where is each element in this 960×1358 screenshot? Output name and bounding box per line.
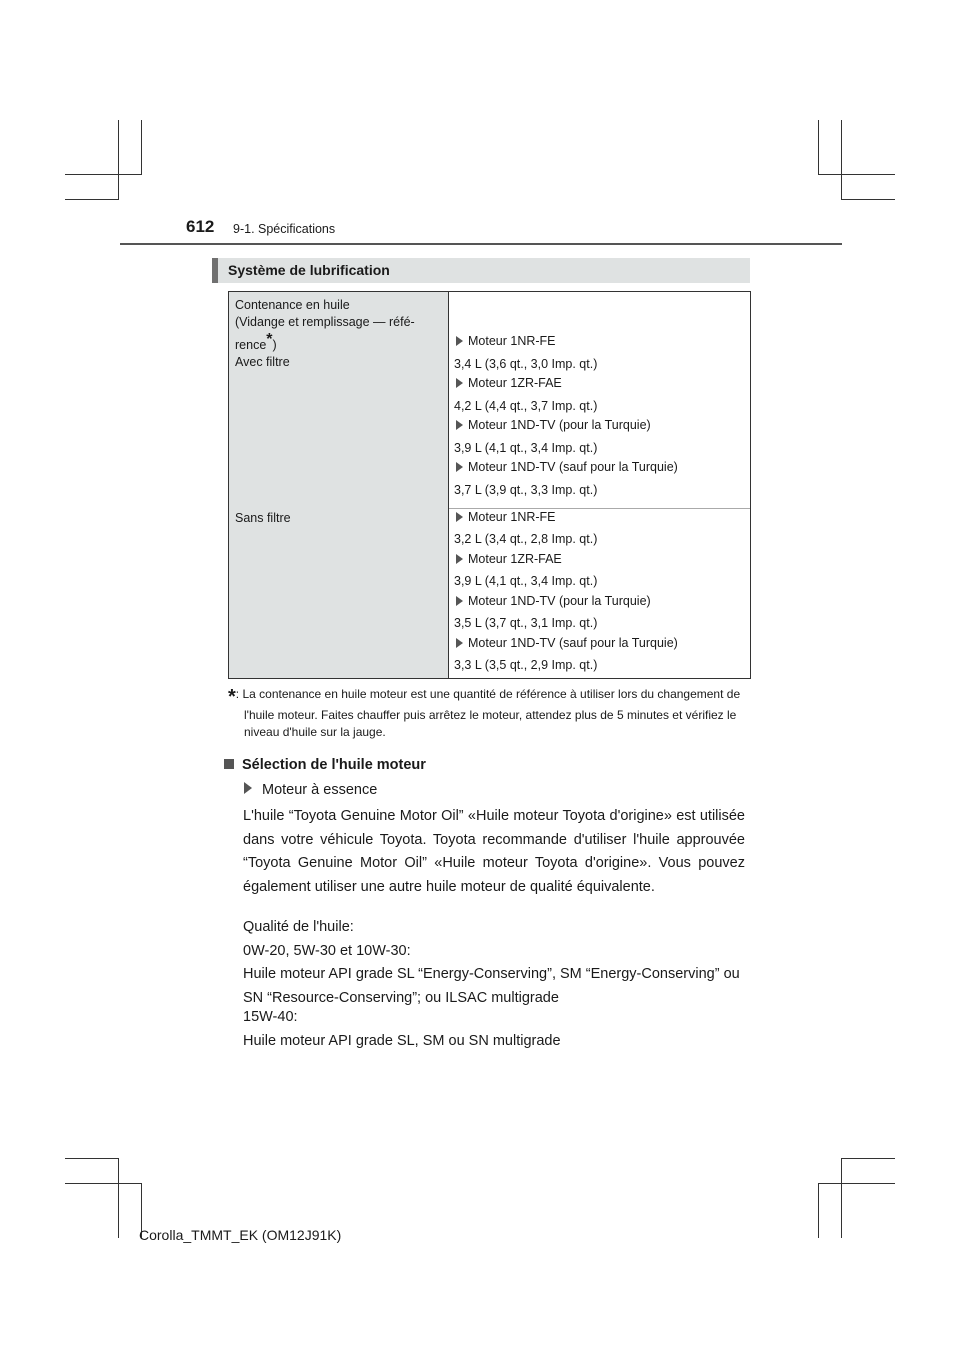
oil-selection-heading: Sélection de l'huile moteur	[224, 757, 426, 773]
crop-mark	[818, 1183, 819, 1238]
oil-quality-block: Qualité de l'huile: 0W-20, 5W-30 et 10W-30: Huile moteur API grade SL “Energy-Conserving”, SM “Energy-Conserving” ou SN “Resource-Conserving”; ou ILSAC multigrade	[243, 919, 740, 1006]
oil-grade-15w40: 15W-40: Huile moteur API grade SL, SM ou SN multigrade	[243, 1009, 561, 1049]
triangle-bullet-icon	[456, 378, 463, 388]
triangle-bullet-icon	[456, 554, 463, 564]
engine-row: Moteur 1NR-FE	[454, 510, 556, 524]
capacity-value: 3,5 L (3,7 qt., 3,1 Imp. qt.)	[454, 616, 598, 630]
capacity-value: 3,4 L (3,6 qt., 3,0 Imp. qt.)	[454, 357, 598, 371]
row-divider	[449, 508, 750, 509]
capacity-value: 3,7 L (3,9 qt., 3,3 Imp. qt.)	[454, 483, 598, 497]
crop-mark	[65, 1183, 142, 1184]
engine-row: Moteur 1ND-TV (sauf pour la Turquie)	[454, 636, 678, 650]
header-rule	[120, 243, 842, 245]
crop-mark	[141, 120, 142, 175]
footnote: *: La contenance en huile moteur est une quantité de référence à utiliser lors du changement de l'huile moteur. Faites chauffer puis arrêtez le moteur, attendez plus de 5 minutes et vérifiez le niveau d'huile sur la jauge.	[228, 686, 741, 739]
crop-mark	[818, 174, 895, 175]
crop-mark	[841, 1158, 895, 1159]
capacity-value: 3,9 L (4,1 qt., 3,4 Imp. qt.)	[454, 441, 598, 455]
crop-mark	[118, 1158, 119, 1238]
page-number: 612	[186, 217, 215, 236]
capacity-value: 3,3 L (3,5 qt., 2,9 Imp. qt.)	[454, 658, 598, 672]
capacity-value: 3,9 L (4,1 qt., 3,4 Imp. qt.)	[454, 574, 598, 588]
table-value-column	[449, 292, 749, 678]
section-heading: Système de lubrification	[212, 258, 750, 283]
footnote-marker: *	[266, 331, 273, 348]
oil-capacity-table	[228, 291, 751, 679]
triangle-bullet-icon	[456, 420, 463, 430]
crop-mark	[65, 174, 142, 175]
table-label-column	[229, 292, 449, 678]
capacity-value: 4,2 L (4,4 qt., 3,7 Imp. qt.)	[454, 399, 598, 413]
crop-mark	[841, 1158, 842, 1238]
petrol-engine-bullet: Moteur à essence	[244, 782, 377, 798]
crop-mark	[841, 120, 842, 200]
square-bullet-icon	[224, 759, 234, 769]
triangle-bullet-icon	[244, 782, 252, 794]
label-oil-capacity: Contenance en huile (Vidange et remplissage — réfé- rence*) Avec filtre	[235, 298, 415, 370]
engine-row: Moteur 1ZR-FAE	[454, 552, 562, 566]
running-header: 9-1. Spécifications	[233, 222, 336, 236]
crop-mark	[818, 1183, 895, 1184]
engine-row: Moteur 1NR-FE	[454, 334, 556, 348]
triangle-bullet-icon	[456, 638, 463, 648]
crop-mark	[818, 120, 819, 175]
engine-row: Moteur 1ND-TV (pour la Turquie)	[454, 594, 651, 608]
engine-row: Moteur 1ND-TV (sauf pour la Turquie)	[454, 460, 678, 474]
crop-mark	[65, 199, 119, 200]
oil-paragraph: L'huile “Toyota Genuine Motor Oil” «Huile moteur Toyota d'origine» est utilisée dans votre véhicule Toyota. Toyota recommande d'utiliser l'huile approuvée “Toyota Genuine Motor Oil” «Huile moteur Toyota d'origine». Vous pouvez également utiliser une autre huile moteur de qualité équivalente.	[243, 808, 745, 895]
footnote-marker: *	[228, 686, 236, 708]
footer-doc-id: Corolla_TMMT_EK (OM12J91K)	[139, 1227, 342, 1243]
engine-row: Moteur 1ZR-FAE	[454, 376, 562, 390]
label-without-filter: Sans filtre	[235, 511, 291, 525]
crop-mark	[841, 199, 895, 200]
triangle-bullet-icon	[456, 596, 463, 606]
triangle-bullet-icon	[456, 336, 463, 346]
crop-mark	[118, 120, 119, 200]
triangle-bullet-icon	[456, 512, 463, 522]
engine-row: Moteur 1ND-TV (pour la Turquie)	[454, 418, 651, 432]
crop-mark	[65, 1158, 119, 1159]
capacity-value: 3,2 L (3,4 qt., 2,8 Imp. qt.)	[454, 532, 598, 546]
triangle-bullet-icon	[456, 462, 463, 472]
